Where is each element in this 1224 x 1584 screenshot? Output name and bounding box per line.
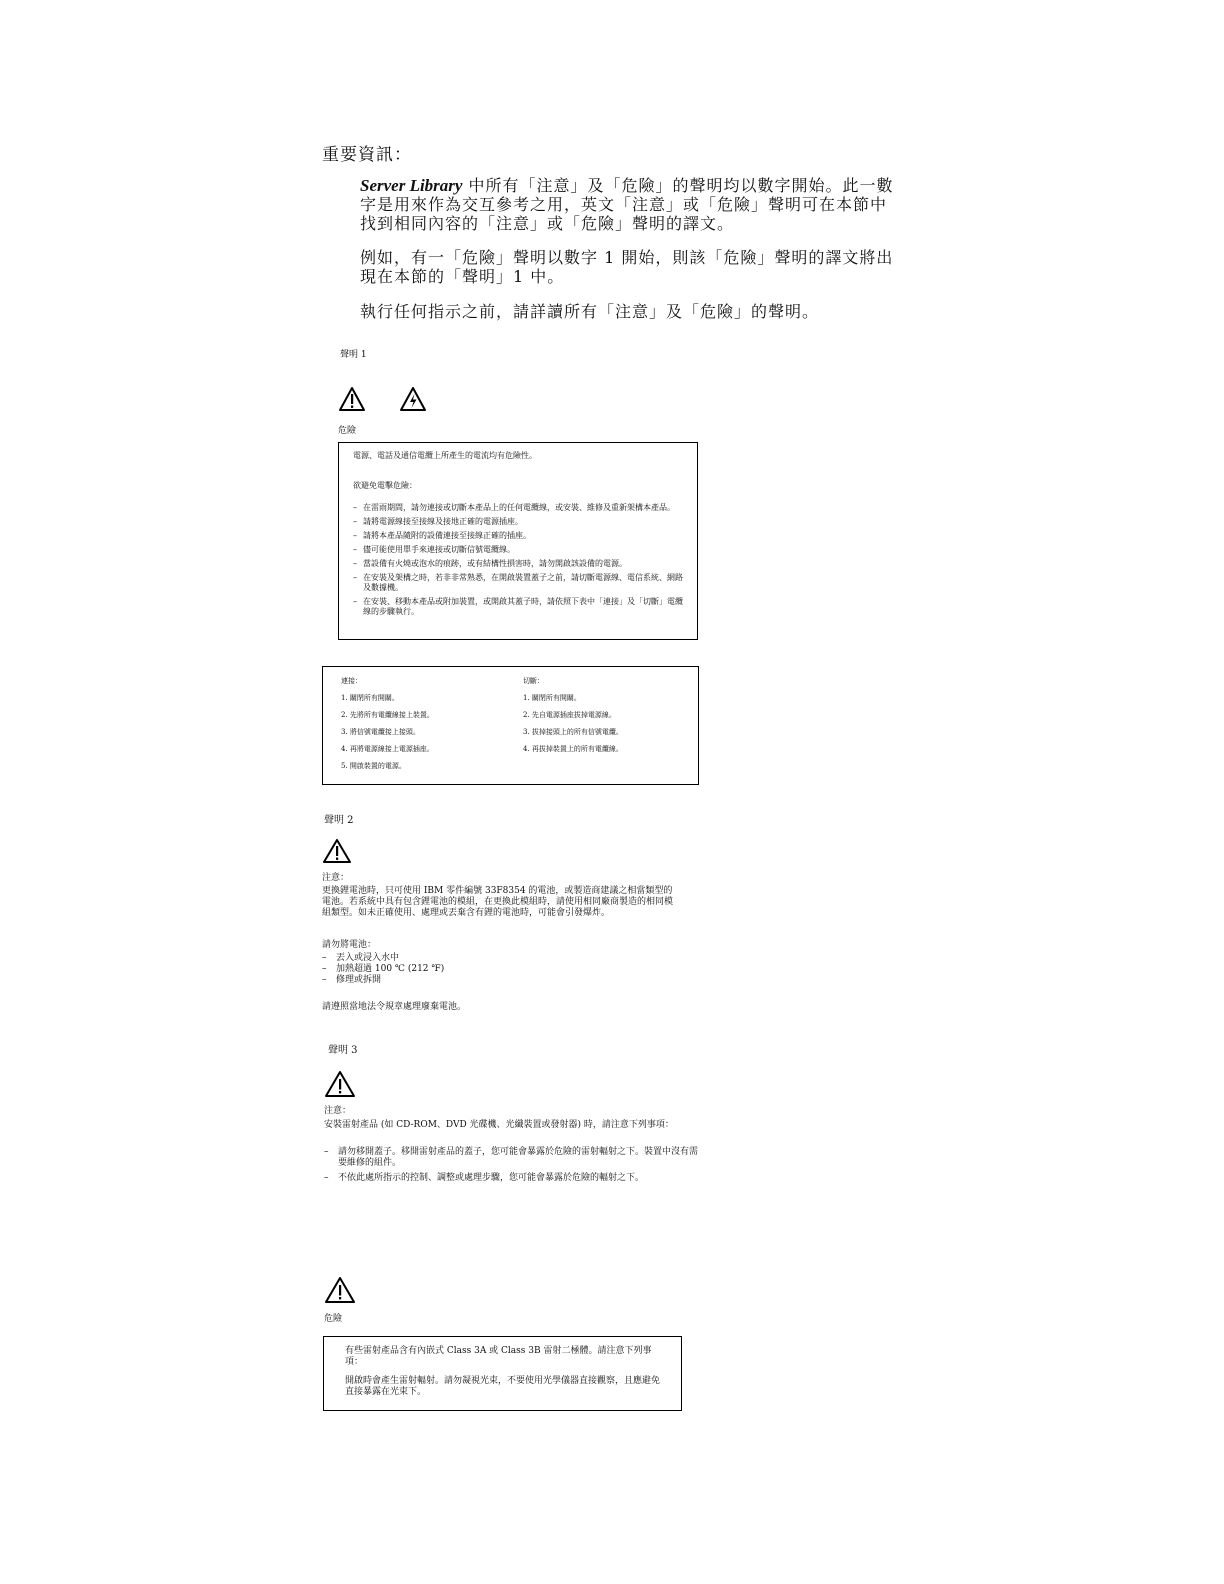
connect-step: 3. 將信號電纜接上接頭。 bbox=[341, 728, 420, 736]
list-item: – 儘可能使用單手來連接或切斷信號電纜線。 bbox=[353, 545, 683, 555]
intro-paragraph-1 bbox=[360, 176, 900, 233]
laser-danger-label: 危險 bbox=[324, 1314, 343, 1324]
connect-header: 連接： bbox=[341, 677, 362, 685]
intro-paragraph-2: 例如，有一「危險」聲明以數字 1 開始，則該「危險」聲明的譯文將出現在本節的「聲明」1 中。 bbox=[360, 248, 894, 286]
connect-step: 2. 先將所有電纜線接上裝置。 bbox=[341, 711, 434, 719]
connect-step: 4. 再將電源線接上電源插座。 bbox=[341, 745, 434, 753]
list-item: – 請將本產品隨附的設備連接至接線正確的插座。 bbox=[353, 531, 683, 541]
laser-danger-line-1: 有些雷射產品含有內嵌式 Class 3A 或 Class 3B 雷射二極體。請注意下列事項： bbox=[345, 1346, 652, 1367]
statement-1-label: 聲明 1 bbox=[340, 350, 367, 360]
page-heading: 重要資訊： bbox=[322, 145, 412, 165]
list-item: – 請勿移開蓋子。移開雷射產品的蓋子，您可能會暴露於危險的雷射輻射之下。裝置中沒有需要維修的組件。 bbox=[324, 1147, 706, 1169]
statement-2-caution-label: 注意： bbox=[322, 873, 350, 883]
list-item: – 在安裝及架構之時，若非非常熟悉，在開啟裝置蓋子之前，請切斷電源線、電信系統、網路及數據機。 bbox=[353, 573, 683, 593]
list-item: – 修理或拆開 bbox=[322, 975, 622, 986]
list-item: – 不依此處所指示的控制、調整或處理步驟，您可能會暴露於危險的輻射之下。 bbox=[324, 1173, 706, 1184]
statement-3-label: 聲明 3 bbox=[328, 1045, 358, 1056]
list-item: – 加熱超過 100 ℃ (212 ℉) bbox=[322, 964, 622, 975]
disconnect-step: 3. 拔掉接頭上的所有信號電纜。 bbox=[523, 728, 623, 736]
statement-2-closing: 請遵照當地法令規章處理廢棄電池。 bbox=[322, 1002, 467, 1012]
disconnect-column bbox=[523, 677, 693, 762]
disconnect-step: 4. 再拔掉裝置上的所有電纜線。 bbox=[523, 745, 623, 753]
statement-3-paragraph: 安裝雷射產品 (如 CD-ROM、DVD 光碟機、光纖裝置或發射器) 時，請注意下列事項： bbox=[324, 1120, 674, 1130]
disconnect-header: 切斷： bbox=[523, 677, 544, 685]
connect-step: 1. 關閉所有開關。 bbox=[341, 694, 399, 702]
disconnect-step: 2. 先自電源插座拔掉電源線。 bbox=[523, 711, 616, 719]
disconnect-step: 1. 關閉所有開關。 bbox=[523, 694, 581, 702]
statement-2-list-title: 請勿將電池： bbox=[322, 940, 377, 950]
server-library-name: Server Library bbox=[360, 176, 463, 195]
danger-line-1: 電源、電話及通信電纜上所產生的電流均有危險性。 bbox=[353, 451, 537, 460]
statement-2-list bbox=[322, 953, 622, 986]
list-item: – 請將電源線接至接線及接地正確的電源插座。 bbox=[353, 517, 683, 527]
laser-danger-box bbox=[323, 1336, 682, 1411]
connect-disconnect-table bbox=[322, 666, 699, 785]
list-item: – 當設備有火燒或泡水的痕跡，或有結構性損害時，請勿開啟該設備的電源。 bbox=[353, 559, 683, 569]
statement-1-danger-box bbox=[338, 442, 698, 640]
list-item: – 在安裝、移動本產品或附加裝置，或開啟其蓋子時，請依照下表中「連接」及「切斷」電纜線的步驟執行。 bbox=[353, 597, 683, 617]
intro-paragraph-1-text: 中所有「注意」及「危險」的聲明均以數字開始。此一數字是用來作為交互參考之用，英文「注意」或「危險」聲明可在本節中找到相同內容的「注意」或「危險」聲明的譯文。 bbox=[360, 176, 894, 233]
connect-step: 5. 開啟裝置的電源。 bbox=[341, 762, 406, 770]
danger-line-2: 欲避免電擊危險： bbox=[353, 481, 417, 490]
connect-column bbox=[341, 677, 511, 779]
statement-3-list bbox=[324, 1147, 706, 1184]
list-item: – 丟入或浸入水中 bbox=[322, 953, 622, 964]
warning-triangle-icon bbox=[324, 1276, 356, 1304]
statement-2-label: 聲明 2 bbox=[324, 815, 354, 826]
statement-2-paragraph: 更換鋰電池時，只可使用 IBM 零件編號 33F8354 的電池，或製造商建議之相當類型的電池。若系統中具有包含鋰電池的模組，在更換此模組時，請使用相同廠商製造的相同模組類型。如未正確使用、處理或丟棄含有鋰的電池時，可能會引發爆炸。 bbox=[322, 886, 674, 918]
list-item: – 在雷雨期間，請勿連接或切斷本產品上的任何電纜線，或安裝、維修及重新架構本產品。 bbox=[353, 503, 683, 513]
statement-3-caution-label: 注意： bbox=[324, 1106, 352, 1116]
statement-1-danger-label: 危險 bbox=[338, 426, 357, 436]
caution-triangle-icon bbox=[324, 1070, 356, 1098]
intro-paragraph-3: 執行任何指示之前，請詳讀所有「注意」及「危險」的聲明。 bbox=[360, 302, 820, 321]
caution-triangle-icon bbox=[322, 838, 352, 864]
warning-triangle-icon bbox=[338, 386, 366, 412]
danger-list bbox=[353, 503, 683, 617]
laser-danger-line-2: 開啟時會產生雷射輻射。請勿凝視光束，不要使用光學儀器直接觀察，且應避免直接暴露在光束下。 bbox=[345, 1376, 661, 1397]
electrical-hazard-icon bbox=[399, 386, 427, 412]
